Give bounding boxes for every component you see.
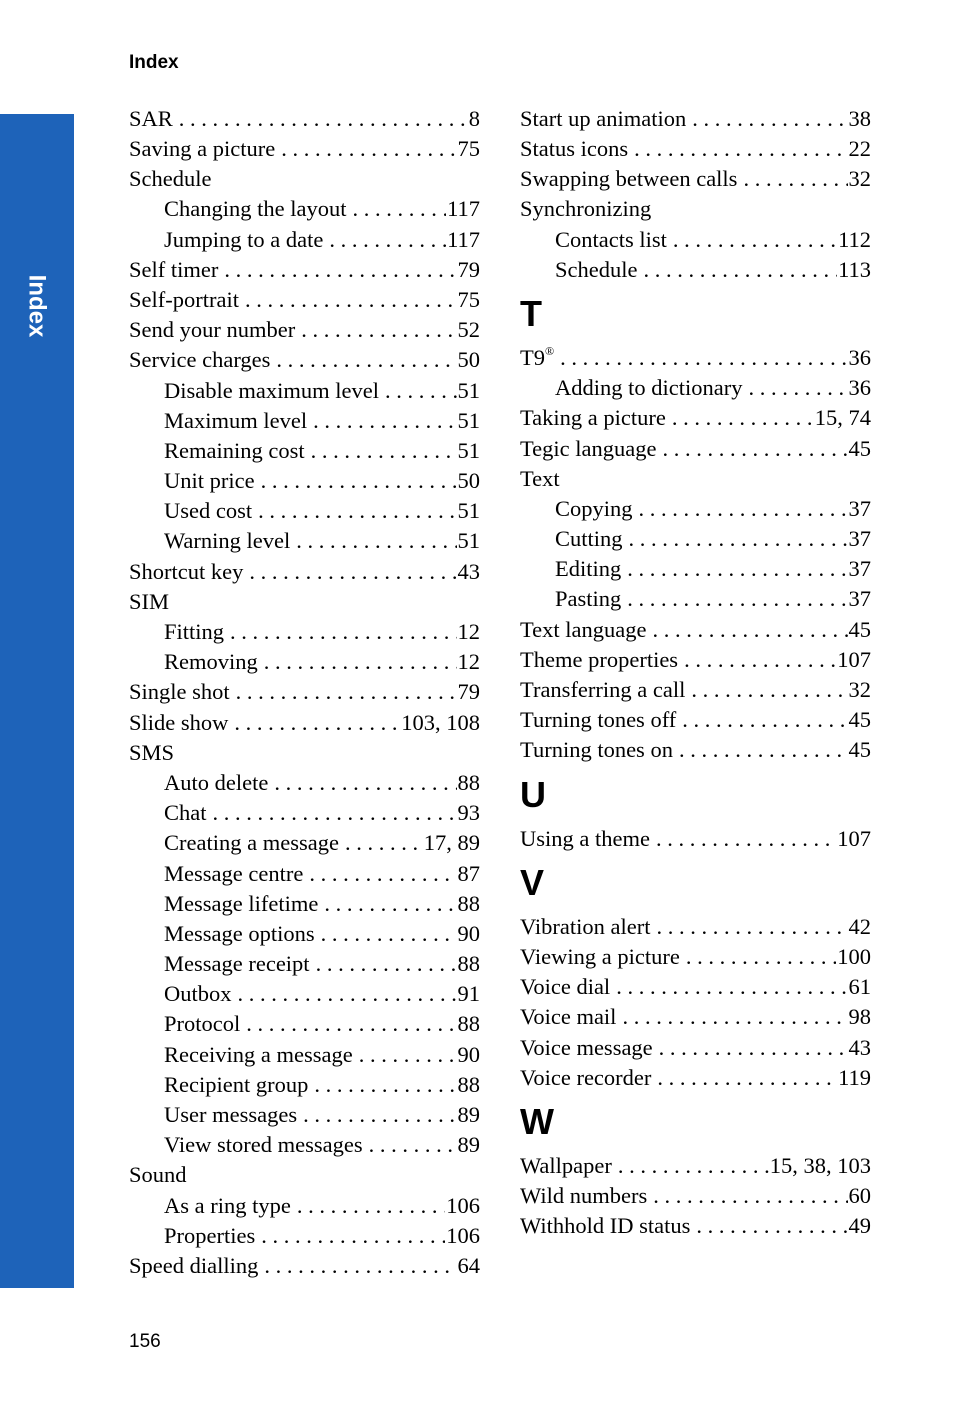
leader-dots [686,946,836,969]
index-page-ref: 91 [457,981,480,1007]
index-entry [520,585,871,615]
index-page-ref: 87 [457,860,480,886]
index-term: Wallpaper [520,1152,612,1178]
index-entry [129,1130,480,1160]
leader-dots [245,289,457,312]
leader-dots [297,1195,445,1218]
leader-dots [627,558,847,581]
index-entry [129,1100,480,1130]
leader-dots [691,679,847,702]
index-entry [520,1211,871,1241]
index-term: Self timer [129,256,219,282]
index-term: Message centre [164,860,304,886]
index-page-ref: 37 [848,586,871,612]
page-number: 156 [129,1331,161,1352]
index-page-ref: 38 [848,105,871,131]
index-page-ref: 22 [848,136,871,162]
index-term: Fitting [164,619,225,645]
leader-dots [236,681,457,704]
index-page-ref: 61 [848,974,871,1000]
index-term: Sound [129,1162,187,1188]
index-term: Text language [520,616,647,642]
index-page-ref: 8 [468,105,480,131]
index-term: Vibration alert [520,913,651,939]
index-term: As a ring type [164,1192,291,1218]
index-page-ref: 88 [457,1071,480,1097]
index-page-ref: 37 [848,556,871,582]
index-term: Text [520,465,560,491]
index-entry [129,1010,480,1040]
index-entry [520,104,871,134]
index-page-ref: 90 [457,1041,480,1067]
index-page-ref: 75 [457,136,480,162]
index-term: View stored messages [164,1132,363,1158]
index-term: Jumping to a date [164,226,324,252]
letter-heading-v: V [520,861,545,903]
index-term: Start up animation [520,105,687,131]
index-term: T9® [520,343,555,370]
index-term: Taking a picture [520,405,666,431]
leader-dots [321,923,457,946]
index-entry [520,554,871,584]
index-page-ref: 64 [457,1252,480,1278]
leader-dots [673,229,837,252]
index-page-ref: 51 [457,437,480,463]
index-group-u [520,824,871,854]
index-page-ref: 103, 108 [401,709,480,735]
index-entry [129,285,480,315]
leader-dots [672,407,814,430]
index-entry [129,949,480,979]
index-entry [129,1040,480,1070]
index-page-ref: 79 [457,256,480,282]
index-heading-entry [520,195,871,225]
index-entry [129,346,480,376]
leader-dots [743,168,847,191]
index-term: Chat [164,800,207,826]
index-entry [520,705,871,735]
letter-heading-t: T [520,293,542,335]
leader-dots [359,1044,457,1067]
index-page-ref: 49 [848,1213,871,1239]
leader-dots [281,138,456,161]
leader-dots [309,863,456,886]
index-page-ref: 100 [837,943,871,969]
index-term: Warning level [164,528,291,554]
index-term: Theme properties [520,646,679,672]
index-term: Voice dial [520,974,611,1000]
index-term: User messages [164,1102,298,1128]
leader-dots [213,802,457,825]
running-header: Index [129,52,179,73]
index-page-ref: 60 [848,1183,871,1209]
index-page-ref: 51 [457,407,480,433]
leader-dots [696,1215,847,1238]
index-page-ref: 42 [848,913,871,939]
index-group-t [520,373,871,765]
index-term: Properties [164,1222,256,1248]
leader-dots [369,1134,457,1157]
leader-dots [653,1185,847,1208]
leader-dots [692,108,847,131]
index-entry [520,1063,871,1093]
index-heading-entry [129,738,480,768]
index-term: Changing the layout [164,196,347,222]
index-page-ref: 43 [848,1034,871,1060]
index-term: Message options [164,920,315,946]
leader-dots [238,983,457,1006]
leader-dots [303,1104,456,1127]
index-term: Schedule [129,166,212,192]
index-term: Wild numbers [520,1183,648,1209]
index-entry [129,647,480,677]
index-page-ref: 45 [848,435,871,461]
leader-dots [276,349,456,372]
index-term: SAR [129,105,173,131]
index-entry [129,708,480,738]
index-entry [129,466,480,496]
leader-dots [385,380,457,403]
index-term: Service charges [129,347,271,373]
index-entry [129,617,480,647]
section-tab [0,114,74,1288]
index-term: Tegic language [520,435,657,461]
index-term: Speed dialling [129,1252,259,1278]
index-page-ref: 45 [848,707,871,733]
index-term: Synchronizing [520,196,652,222]
index-term: Recipient group [164,1071,309,1097]
leader-dots [627,588,847,611]
index-term: Copying [555,495,633,521]
leader-dots [249,561,456,584]
index-page-ref: 51 [457,528,480,554]
index-page-ref: 89 [457,1102,480,1128]
index-page-ref: 88 [457,951,480,977]
index-term: Creating a message [164,830,339,856]
leader-dots [179,108,468,131]
leader-dots [274,772,456,795]
index-group-w [520,1151,871,1242]
index-entry [520,524,871,554]
leader-dots [324,893,456,916]
index-term: Voice recorder [520,1064,652,1090]
leader-dots [653,619,848,642]
index-entry [129,798,480,828]
index-page-ref: 88 [457,890,480,916]
index-term: Message lifetime [164,890,319,916]
index-entry [520,675,871,705]
index-page-ref: 88 [457,769,480,795]
index-entry [520,343,871,373]
index-entry [129,315,480,345]
leader-dots [662,438,847,461]
index-entry [129,527,480,557]
index-term: Message receipt [164,951,310,977]
leader-dots [352,198,446,221]
index-entry [129,406,480,436]
index-entry [520,434,871,464]
index-heading-entry [129,1161,480,1191]
index-term: Unit price [164,468,255,494]
index-term: Saving a picture [129,136,276,162]
index-term: Contacts list [555,226,667,252]
index-page-ref: 98 [848,1004,871,1030]
leader-dots [634,138,847,161]
index-page-ref: 43 [457,558,480,584]
leader-dots [682,709,847,732]
leader-dots [264,651,457,674]
index-page-ref: 52 [457,317,480,343]
index-entry [520,134,871,164]
index-term: Pasting [555,586,622,612]
index-entry [520,164,871,194]
leader-dots [684,649,836,672]
leader-dots [345,832,423,855]
index-page-ref: 113 [838,256,871,282]
index-page-ref: 119 [838,1064,871,1090]
index-group-v [520,912,871,1093]
index-entry [129,889,480,919]
index-entry [129,436,480,466]
leader-dots [230,621,456,644]
leader-dots [643,259,837,282]
index-entry [129,829,480,859]
index-heading-entry [520,464,871,494]
index-page-ref: 117 [447,196,480,222]
leader-dots [659,1037,848,1060]
index-entry [129,1251,480,1281]
index-entry [520,736,871,766]
index-entry [129,859,480,889]
registered-mark: ® [545,343,555,358]
index-term: Voice mail [520,1004,617,1030]
leader-dots [264,1255,456,1278]
index-page-ref: 106 [446,1222,480,1248]
index-entry [520,373,871,403]
index-term: Transferring a call [520,677,686,703]
leader-dots [316,953,457,976]
index-term: Editing [555,556,622,582]
index-page-ref: 36 [848,344,871,370]
index-entry [520,645,871,675]
index-page-ref: 12 [457,649,480,675]
index-entry [129,919,480,949]
index-term: Voice message [520,1034,653,1060]
index-entry [129,255,480,285]
leader-dots [313,410,456,433]
index-page-ref: 88 [457,1011,480,1037]
index-entry [129,496,480,526]
index-heading-entry [129,164,480,194]
index-page-ref: 37 [848,526,871,552]
section-tab-label: Index [23,274,50,338]
index-entry [129,104,480,134]
index-term: Swapping between calls [520,166,738,192]
index-term: Adding to dictionary [555,375,743,401]
leader-dots [258,500,456,523]
leader-dots [656,916,847,939]
index-page-ref: 50 [457,468,480,494]
index-page-ref: 117 [447,226,480,252]
index-term: Remaining cost [164,437,305,463]
index-term: Status icons [520,136,629,162]
index-term: Slide show [129,709,229,735]
index-entry [520,1003,871,1033]
index-entry [129,1191,480,1221]
index-page-ref: 50 [457,347,480,373]
index-term: Self-portrait [129,286,239,312]
leader-dots [329,229,446,252]
index-entry [129,1221,480,1251]
index-term: Outbox [164,981,232,1007]
leader-dots [639,498,848,521]
index-term: Maximum level [164,407,308,433]
index-entry [129,195,480,225]
leader-dots [311,440,457,463]
leader-dots [656,828,836,851]
index-term: Schedule [555,256,638,282]
leader-dots [622,1006,847,1029]
index-term: Disable maximum level [164,377,379,403]
index-page-ref: 90 [457,920,480,946]
index-term: Receiving a message [164,1041,353,1067]
leader-dots [657,1067,837,1090]
leader-dots [246,1013,456,1036]
leader-dots [748,377,847,400]
leader-dots [261,1225,445,1248]
index-page-ref: 79 [457,679,480,705]
index-term: Send your number [129,317,296,343]
index-page-ref: 37 [848,495,871,521]
leader-dots [234,712,400,735]
index-entry [129,678,480,708]
index-page-ref: 107 [837,646,871,672]
leader-dots [261,470,457,493]
index-entry [129,225,480,255]
index-entry [520,494,871,524]
index-page-ref: 15, 74 [814,405,871,431]
index-term: SIM [129,588,170,614]
index-page-ref: 75 [457,286,480,312]
index-term: Turning tones on [520,737,673,763]
index-page-ref: 32 [848,677,871,703]
index-term: Used cost [164,498,253,524]
index-page-ref: 89 [457,1132,480,1158]
leader-dots [618,1155,769,1178]
leader-dots [616,976,847,999]
index-entry [520,1181,871,1211]
index-group-s [520,104,871,285]
index-page-ref: 15, 38, 103 [769,1152,871,1178]
index-page-ref: 45 [848,616,871,642]
index-entry [129,768,480,798]
leader-dots [224,259,456,282]
leader-dots [560,347,847,370]
index-entry [129,134,480,164]
index-term: Removing [164,649,258,675]
index-term: SMS [129,739,175,765]
index-term: Shortcut key [129,558,244,584]
index-term: Using a theme [520,825,650,851]
index-entry [520,912,871,942]
index-entry [129,979,480,1009]
index-page-ref: 45 [848,737,871,763]
index-page-ref: 51 [457,377,480,403]
index-term: Single shot [129,679,230,705]
index-column-left [129,104,480,1281]
leader-dots [296,530,456,553]
index-entry [520,404,871,434]
index-page-ref: 36 [848,375,871,401]
index-entry [520,615,871,645]
index-entry [520,225,871,255]
index-entry [520,255,871,285]
index-entry [129,557,480,587]
index-column-right [520,104,871,1242]
index-term: Withhold ID status [520,1213,691,1239]
index-term: Cutting [555,526,623,552]
index-page-ref: 106 [446,1192,480,1218]
index-page-ref: 32 [848,166,871,192]
index-term: Auto delete [164,769,269,795]
letter-heading-w: W [520,1101,554,1143]
index-page-ref: 12 [457,619,480,645]
index-page-ref: 107 [837,825,871,851]
index-entry [520,1151,871,1181]
index-term: Protocol [164,1011,241,1037]
leader-dots [314,1074,456,1097]
leader-dots [629,528,848,551]
index-entry [520,824,871,854]
index-entry [129,1070,480,1100]
index-entry [520,972,871,1002]
index-page-ref: 93 [457,800,480,826]
leader-dots [301,319,456,342]
index-entry [520,942,871,972]
index-page-ref: 112 [838,226,871,252]
index-entry [520,1033,871,1063]
index-entry [129,376,480,406]
index-page-ref: 17, 89 [423,830,480,856]
index-page-ref: 51 [457,498,480,524]
index-term: Viewing a picture [520,943,680,969]
index-heading-entry [129,587,480,617]
index-term: Turning tones off [520,707,677,733]
leader-dots [679,739,848,762]
letter-heading-u: U [520,773,546,815]
